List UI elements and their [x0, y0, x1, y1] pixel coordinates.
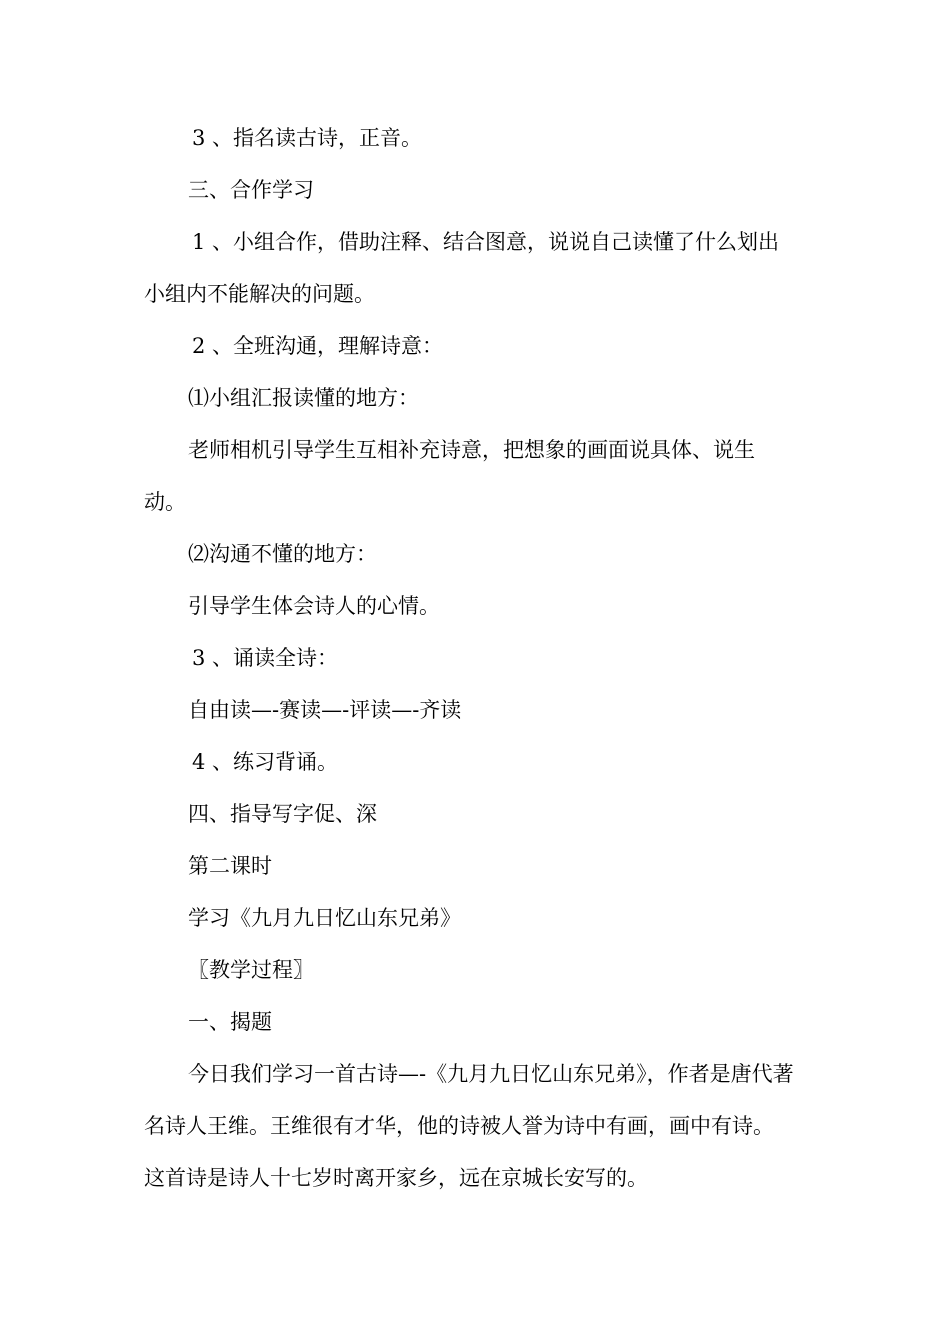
paragraph-practice-recitation: 4 、练习背诵。: [192, 750, 339, 774]
paragraph-study-poem: 学习《九月九日忆山东兄弟》: [188, 906, 461, 930]
heading-teaching-process: 〖教学过程〗: [188, 958, 314, 982]
paragraph-recite-poem: 3 、诵读全诗：: [192, 646, 339, 670]
heading-writing-guidance: 四、指导写字促、深: [188, 802, 377, 826]
paragraph-discuss-unclear: ⑵沟通不懂的地方：: [188, 542, 377, 566]
paragraph-poet-feelings: 引导学生体会诗人的心情。: [188, 594, 440, 618]
heading-cooperative-learning: 三、合作学习: [188, 178, 314, 202]
paragraph-group-report: ⑴小组汇报读懂的地方：: [188, 386, 419, 410]
heading-reveal-topic: 一、揭题: [188, 1010, 272, 1034]
document-body: [144, 112, 794, 1204]
paragraph-teacher-guidance: 老师相机引导学生互相补充诗意，把想象的画面说具体、说生动。: [144, 438, 755, 514]
paragraph-step-3-read: 3 、指名读古诗，正音。: [192, 126, 423, 150]
heading-second-lesson: 第二课时: [188, 854, 272, 878]
paragraph-group-cooperation: 1 、小组合作，借助注释、结合图意，说说自己读懂了什么划出小组内不能解决的问题。: [144, 230, 780, 306]
paragraph-introduction: 今日我们学习一首古诗—-《九月九日忆山东兄弟》，作者是唐代著名诗人王维。王维很有才华，他的诗被人誉为诗中有画，画中有诗。这首诗是诗人十七岁时离开家乡，远在京城长安写的。: [144, 1062, 794, 1190]
paragraph-class-communication: 2 、全班沟通，理解诗意：: [192, 334, 444, 358]
paragraph-reading-modes: 自由读—-赛读—-评读—-齐读: [188, 698, 462, 722]
